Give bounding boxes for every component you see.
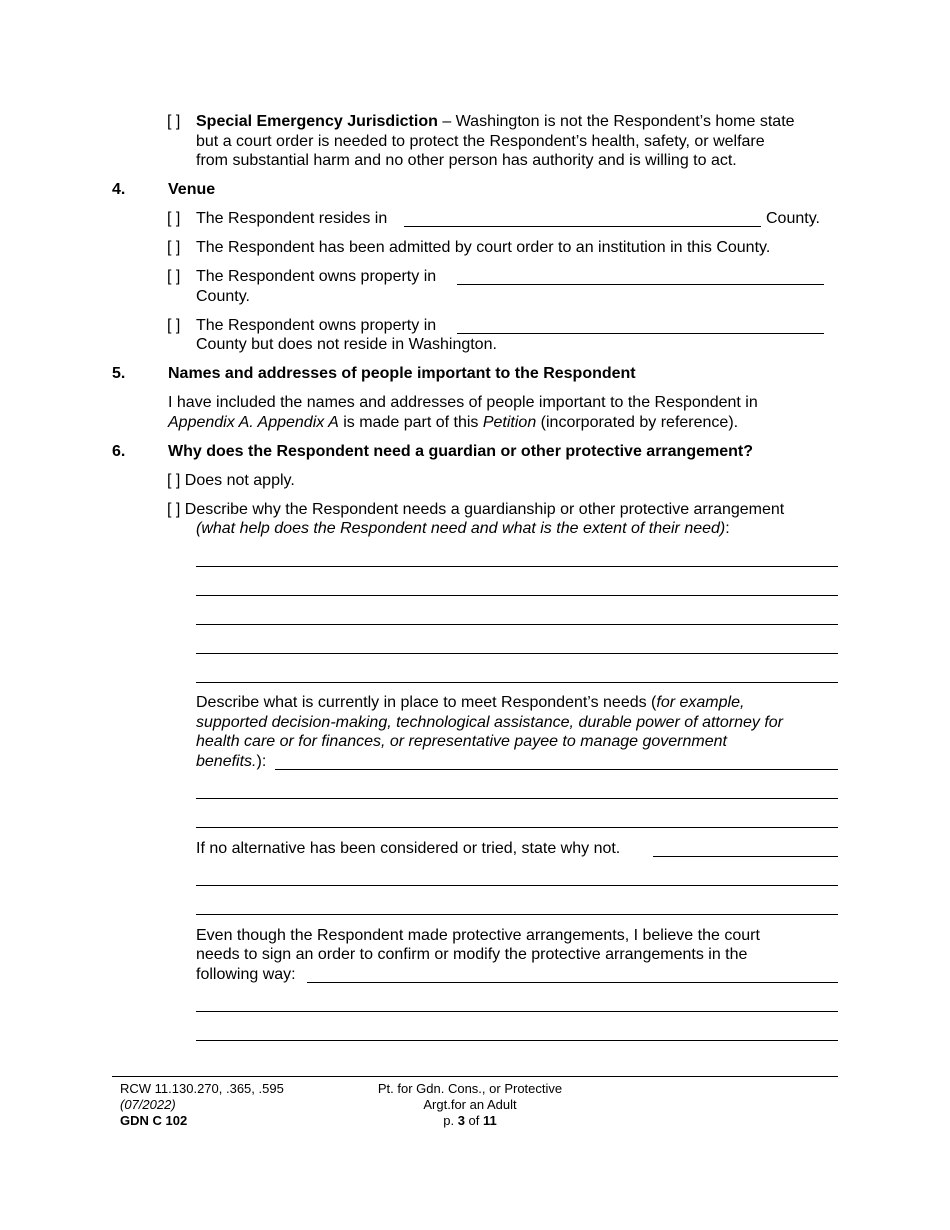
modify-arrangements-line-2: needs to sign an order to confirm or modify the protective arrangements in the <box>196 946 748 963</box>
current-arrangements-field-3[interactable] <box>196 827 838 828</box>
footer-title-2: Argt.for an Adult <box>423 1097 517 1112</box>
venue-property-line-2: County. <box>196 288 250 305</box>
section-5-text-line-2: Appendix A. Appendix A is made part of this Petition (incorporated by reference). <box>168 414 739 431</box>
venue-resides-county-field[interactable] <box>404 226 761 227</box>
venue-resides-label: The Respondent resides in <box>196 210 388 227</box>
footer-form-number: GDN C 102 <box>120 1113 188 1128</box>
modify-arrangements-field-3[interactable] <box>196 1040 838 1041</box>
special-jurisdiction-line-2: but a court order is needed to protect the Respondent’s health, safety, or welfare <box>196 133 765 150</box>
no-alternative-label: If no alternative has been considered or tried, state why not. <box>196 840 621 857</box>
venue-institution-checkbox[interactable]: [ ] <box>167 239 181 256</box>
venue-property-county-field[interactable] <box>457 284 824 285</box>
section-6-heading: Why does the Respondent need a guardian or other protective arrangement? <box>168 443 753 460</box>
venue-property-label: The Respondent owns property in <box>196 268 437 285</box>
current-arrangements-line-2: supported decision-making, technological assistance, durable power of attorney for <box>196 714 783 731</box>
footer-page-number: p. 3 of 11 <box>443 1113 497 1128</box>
special-jurisdiction-line-1 <box>196 112 795 132</box>
petition-ref: Petition <box>482 414 537 431</box>
current-arrangements-line-3: health care or for finances, or representative payee to manage government <box>196 733 727 750</box>
need-answer-line-5[interactable] <box>196 682 838 683</box>
describe-need-hint: (what help does the Respondent need and what is the extent of their need): <box>196 520 730 537</box>
section-5-text-line-1: I have included the names and addresses of people important to the Respondent in <box>168 394 758 411</box>
venue-nonresident-checkbox[interactable]: [ ] <box>167 317 181 334</box>
no-alternative-field-1[interactable] <box>653 856 838 857</box>
current-arrangements-line-1: Describe what is currently in place to meet Respondent’s needs (for example, <box>196 694 745 711</box>
need-answer-line-1[interactable] <box>196 566 838 567</box>
section-6-number: 6. <box>112 443 126 460</box>
special-jurisdiction-title: Special Emergency Jurisdiction <box>196 113 438 130</box>
venue-nonresident-county-field[interactable] <box>457 333 824 334</box>
current-arrangements-field-2[interactable] <box>196 798 838 799</box>
venue-property-checkbox[interactable]: [ ] <box>167 268 181 285</box>
special-jurisdiction-checkbox[interactable]: [ ] <box>167 113 181 130</box>
no-alternative-field-3[interactable] <box>196 914 838 915</box>
describe-need-option[interactable]: [ ] Describe why the Respondent needs a guardianship or other protective arrangement <box>167 501 785 518</box>
need-answer-line-3[interactable] <box>196 624 838 625</box>
venue-nonresident-label: The Respondent owns property in <box>196 317 437 334</box>
venue-institution-label: The Respondent has been admitted by court order to an institution in this County. <box>196 239 771 256</box>
section-5-heading: Names and addresses of people important to the Respondent <box>168 365 636 382</box>
section-4-heading: Venue <box>168 181 216 198</box>
venue-nonresident-line-2: County but does not reside in Washington. <box>196 336 497 353</box>
no-alternative-field-2[interactable] <box>196 885 838 886</box>
section-5-number: 5. <box>112 365 126 382</box>
footer-date: (07/2022) <box>120 1097 176 1112</box>
footer-rcw: RCW 11.130.270, .365, .595 <box>120 1081 284 1096</box>
footer-title-1: Pt. for Gdn. Cons., or Protective <box>377 1081 563 1096</box>
need-answer-line-2[interactable] <box>196 595 838 596</box>
modify-arrangements-line-3: following way: <box>196 966 296 983</box>
special-jurisdiction-text: – Washington is not the Respondent’s home state <box>437 113 795 130</box>
current-arrangements-field-1[interactable] <box>275 769 838 770</box>
section-4-number: 4. <box>112 181 126 198</box>
current-arrangements-line-4: benefits.): <box>196 753 267 770</box>
venue-resides-suffix: County. <box>766 210 820 227</box>
not-apply-option[interactable]: [ ] Does not apply. <box>167 472 295 489</box>
modify-arrangements-line-1: Even though the Respondent made protective arrangements, I believe the court <box>196 927 760 944</box>
need-answer-line-4[interactable] <box>196 653 838 654</box>
venue-resides-checkbox[interactable]: [ ] <box>167 210 181 227</box>
footer-divider <box>112 1076 838 1077</box>
modify-arrangements-field-1[interactable] <box>307 982 838 983</box>
special-jurisdiction-line-3: from substantial harm and no other person has authority and is willing to act. <box>196 152 737 169</box>
appendix-a-ref: Appendix A. Appendix A <box>168 414 339 431</box>
modify-arrangements-field-2[interactable] <box>196 1011 838 1012</box>
